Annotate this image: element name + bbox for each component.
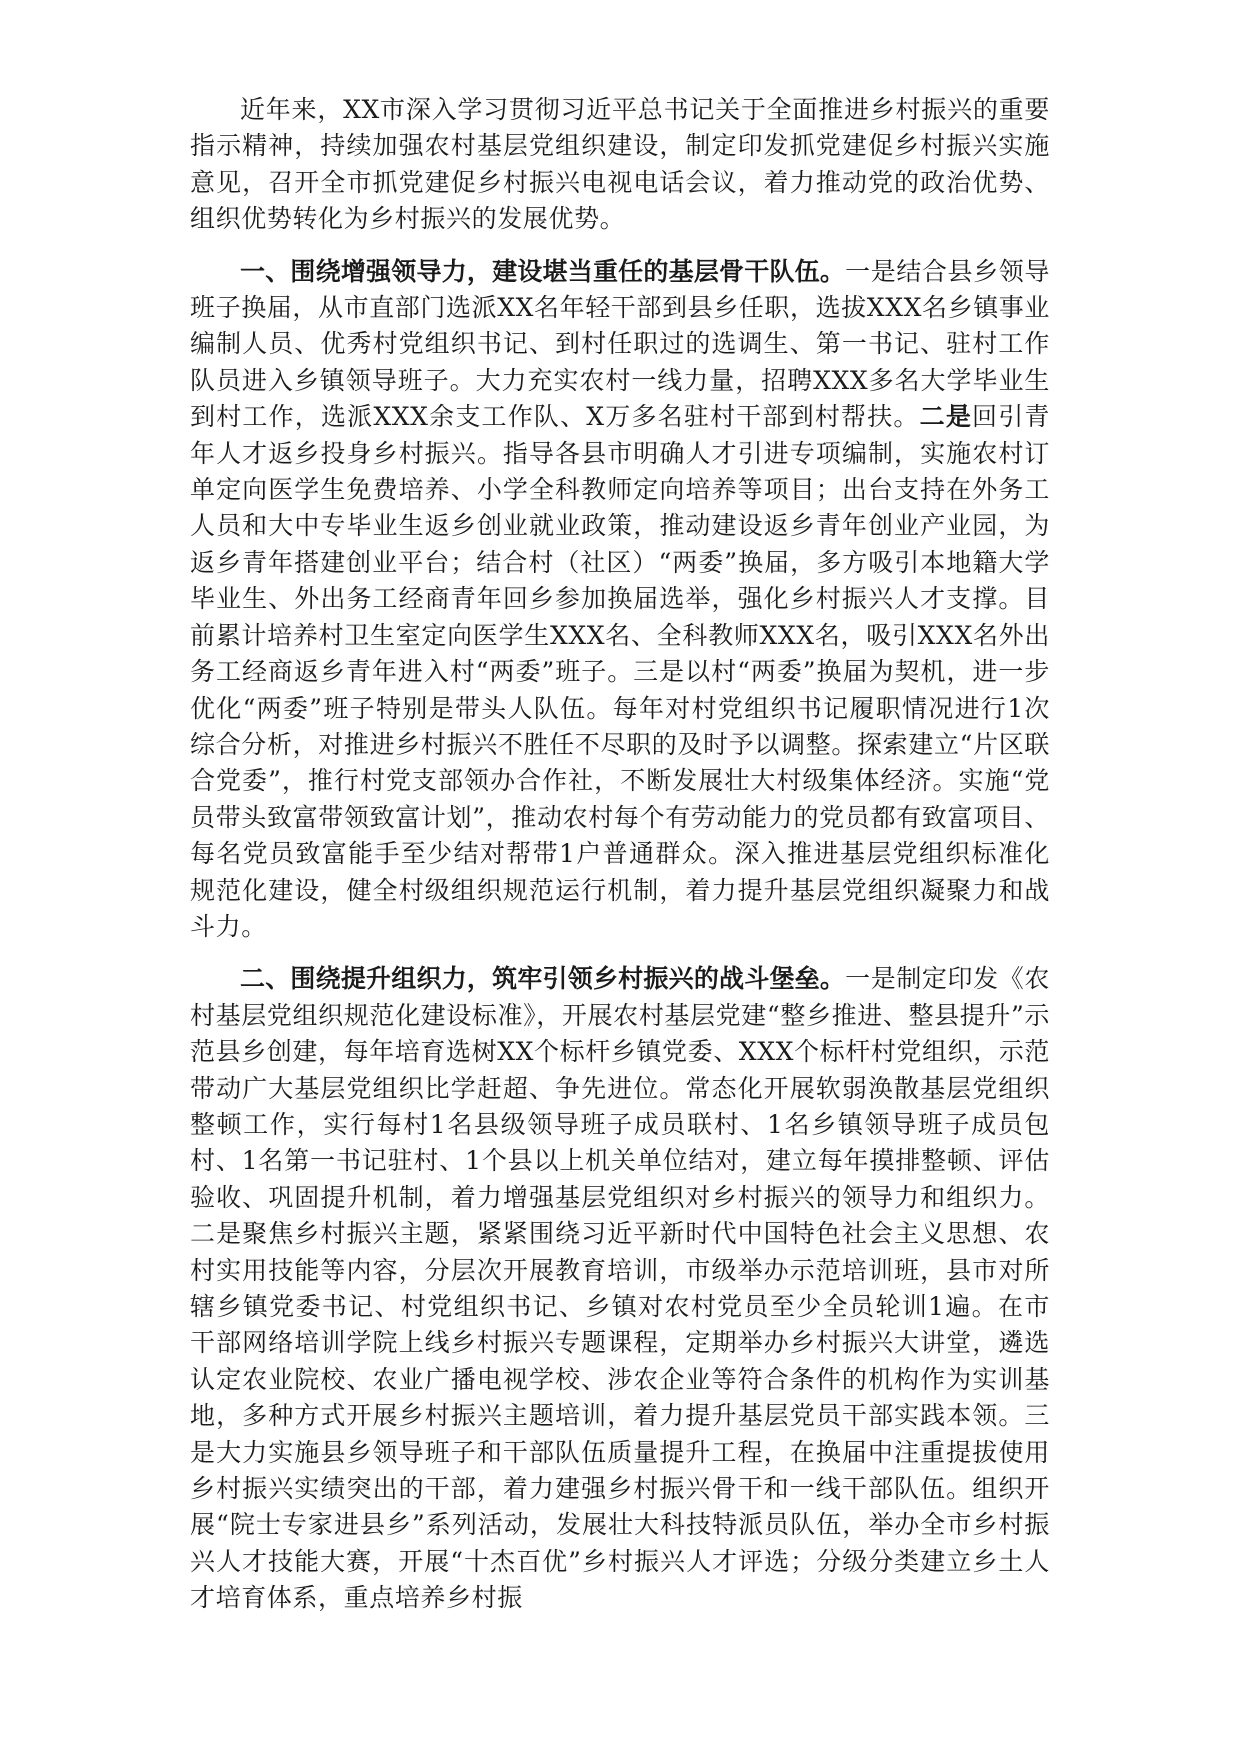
section-one-text-a: 一是结合县乡领导班子换届，从市直部门选派XX名年轻干部到县乡任职，选拔XXX名乡镇事业编制人员、优秀村党组织书记、到村任职过的选调生、第一书记、驻村工作队员进入乡镇领导班子。大力充实农村一线力量，招聘XXX多名大学毕业生到村工作，选派XXX余支工作队、X万多名驻村干部到村帮扶。 <box>190 256 1050 432</box>
section-two-text: 一是制定印发《农村基层党组织规范化建设标准》，开展农村基层党建“整乡推进、整县提升”示范县乡创建，每年培育选树XX个标杆乡镇党委、XXX个标杆村党组织，示范带动广大基层党组织比学赶超、争先进位。常态化开展软弱涣散基层党组织整顿工作，实行每村1名县级领导班子成员联村、1名乡镇领导班子成员包村、1名第一书记驻村、1个县以上机关单位结对，建立每年摸排整顿、评估验收、巩固提升机制，着力增强基层党组织对乡村振兴的领导力和组织力。二是聚焦乡村振兴主题，紧紧围绕习近平新时代中国特色社会主义思想、农村实用技能等内容，分层次开展教育培训，市级举办示范培训班，县市对所辖乡镇党委书记、村党组织书记、乡镇对农村党员至少全员轮训1遍。在市干部网络培训学院上线乡村振兴专题课程，定期举办乡村振兴大讲堂，遴选认定农业院校、农业广播电视学校、涉农企业等符合条件的机构作为实训基地，多种方式开展乡村振兴主题培训，着力提升基层党员干部实践本领。三是大力实施县乡领导班子和干部队伍质量提升工程，在换届中注重提拔使用乡村振兴实绩突出的干部，着力建强乡村振兴骨干和一线干部队伍。组织开展“院士专家进县乡”系列活动，发展壮大科技特派员队伍，举办全市乡村振兴人才技能大赛，开展“十杰百优”乡村振兴人才评选；分级分类建立乡土人才培育体系，重点培养乡村振 <box>190 964 1050 1613</box>
section-two-heading: 二、围绕提升组织力，筑牢引领乡村振兴的战斗堡垒。 <box>240 964 846 994</box>
document-body <box>190 92 1050 1631</box>
section-two-paragraph <box>190 961 1050 1616</box>
section-one-text-b: 回引青年人才返乡投身乡村振兴。指导各县市明确人才引进专项编制，实施农村订单定向医学生免费培养、小学全科教师定向培养等项目；出台支持在外务工人员和大中专毕业生返乡创业就业政策，推动建设返乡青年创业产业园，为返乡青年搭建创业平台；结合村（社区）“两委”换届，多方吸引本地籍大学毕业生、外出务工经商青年回乡参加换届选举，强化乡村振兴人才支撑。目前累计培养村卫生室定向医学生XXX名、全科教师XXX名，吸引XXX名外出务工经商返乡青年进入村“两委”班子。三是以村“两委”换届为契机，进一步优化“两委”班子特别是带头人队伍。每年对村党组织书记履职情况进行1次综合分析，对推进乡村振兴不胜任不尽职的及时予以调整。探索建立“片区联合党委”，推行村党支部领办合作社，不断发展壮大村级集体经济。实施“党员带头致富带领致富计划”，推动农村每个有劳动能力的党员都有致富项目、每名党员致富能手至少结对帮带1户普通群众。深入推进基层党组织标准化规范化建设，健全村级组织规范运行机制，着力提升基层党组织凝聚力和战斗力。 <box>190 402 1051 941</box>
intro-paragraph <box>190 92 1050 238</box>
section-one-heading: 一、围绕增强领导力，建设堪当重任的基层骨干队伍。 <box>240 256 846 286</box>
section-one-bold-marker: 二是 <box>919 402 973 432</box>
section-one-paragraph <box>190 254 1050 946</box>
intro-text: 近年来，XX市深入学习贯彻习近平总书记关于全面推进乡村振兴的重要指示精神，持续加强农村基层党组织建设，制定印发抓党建促乡村振兴实施意见，召开全市抓党建促乡村振兴电视电话会议，着力推动党的政治优势、组织优势转化为乡村振兴的发展优势。 <box>190 95 1050 234</box>
